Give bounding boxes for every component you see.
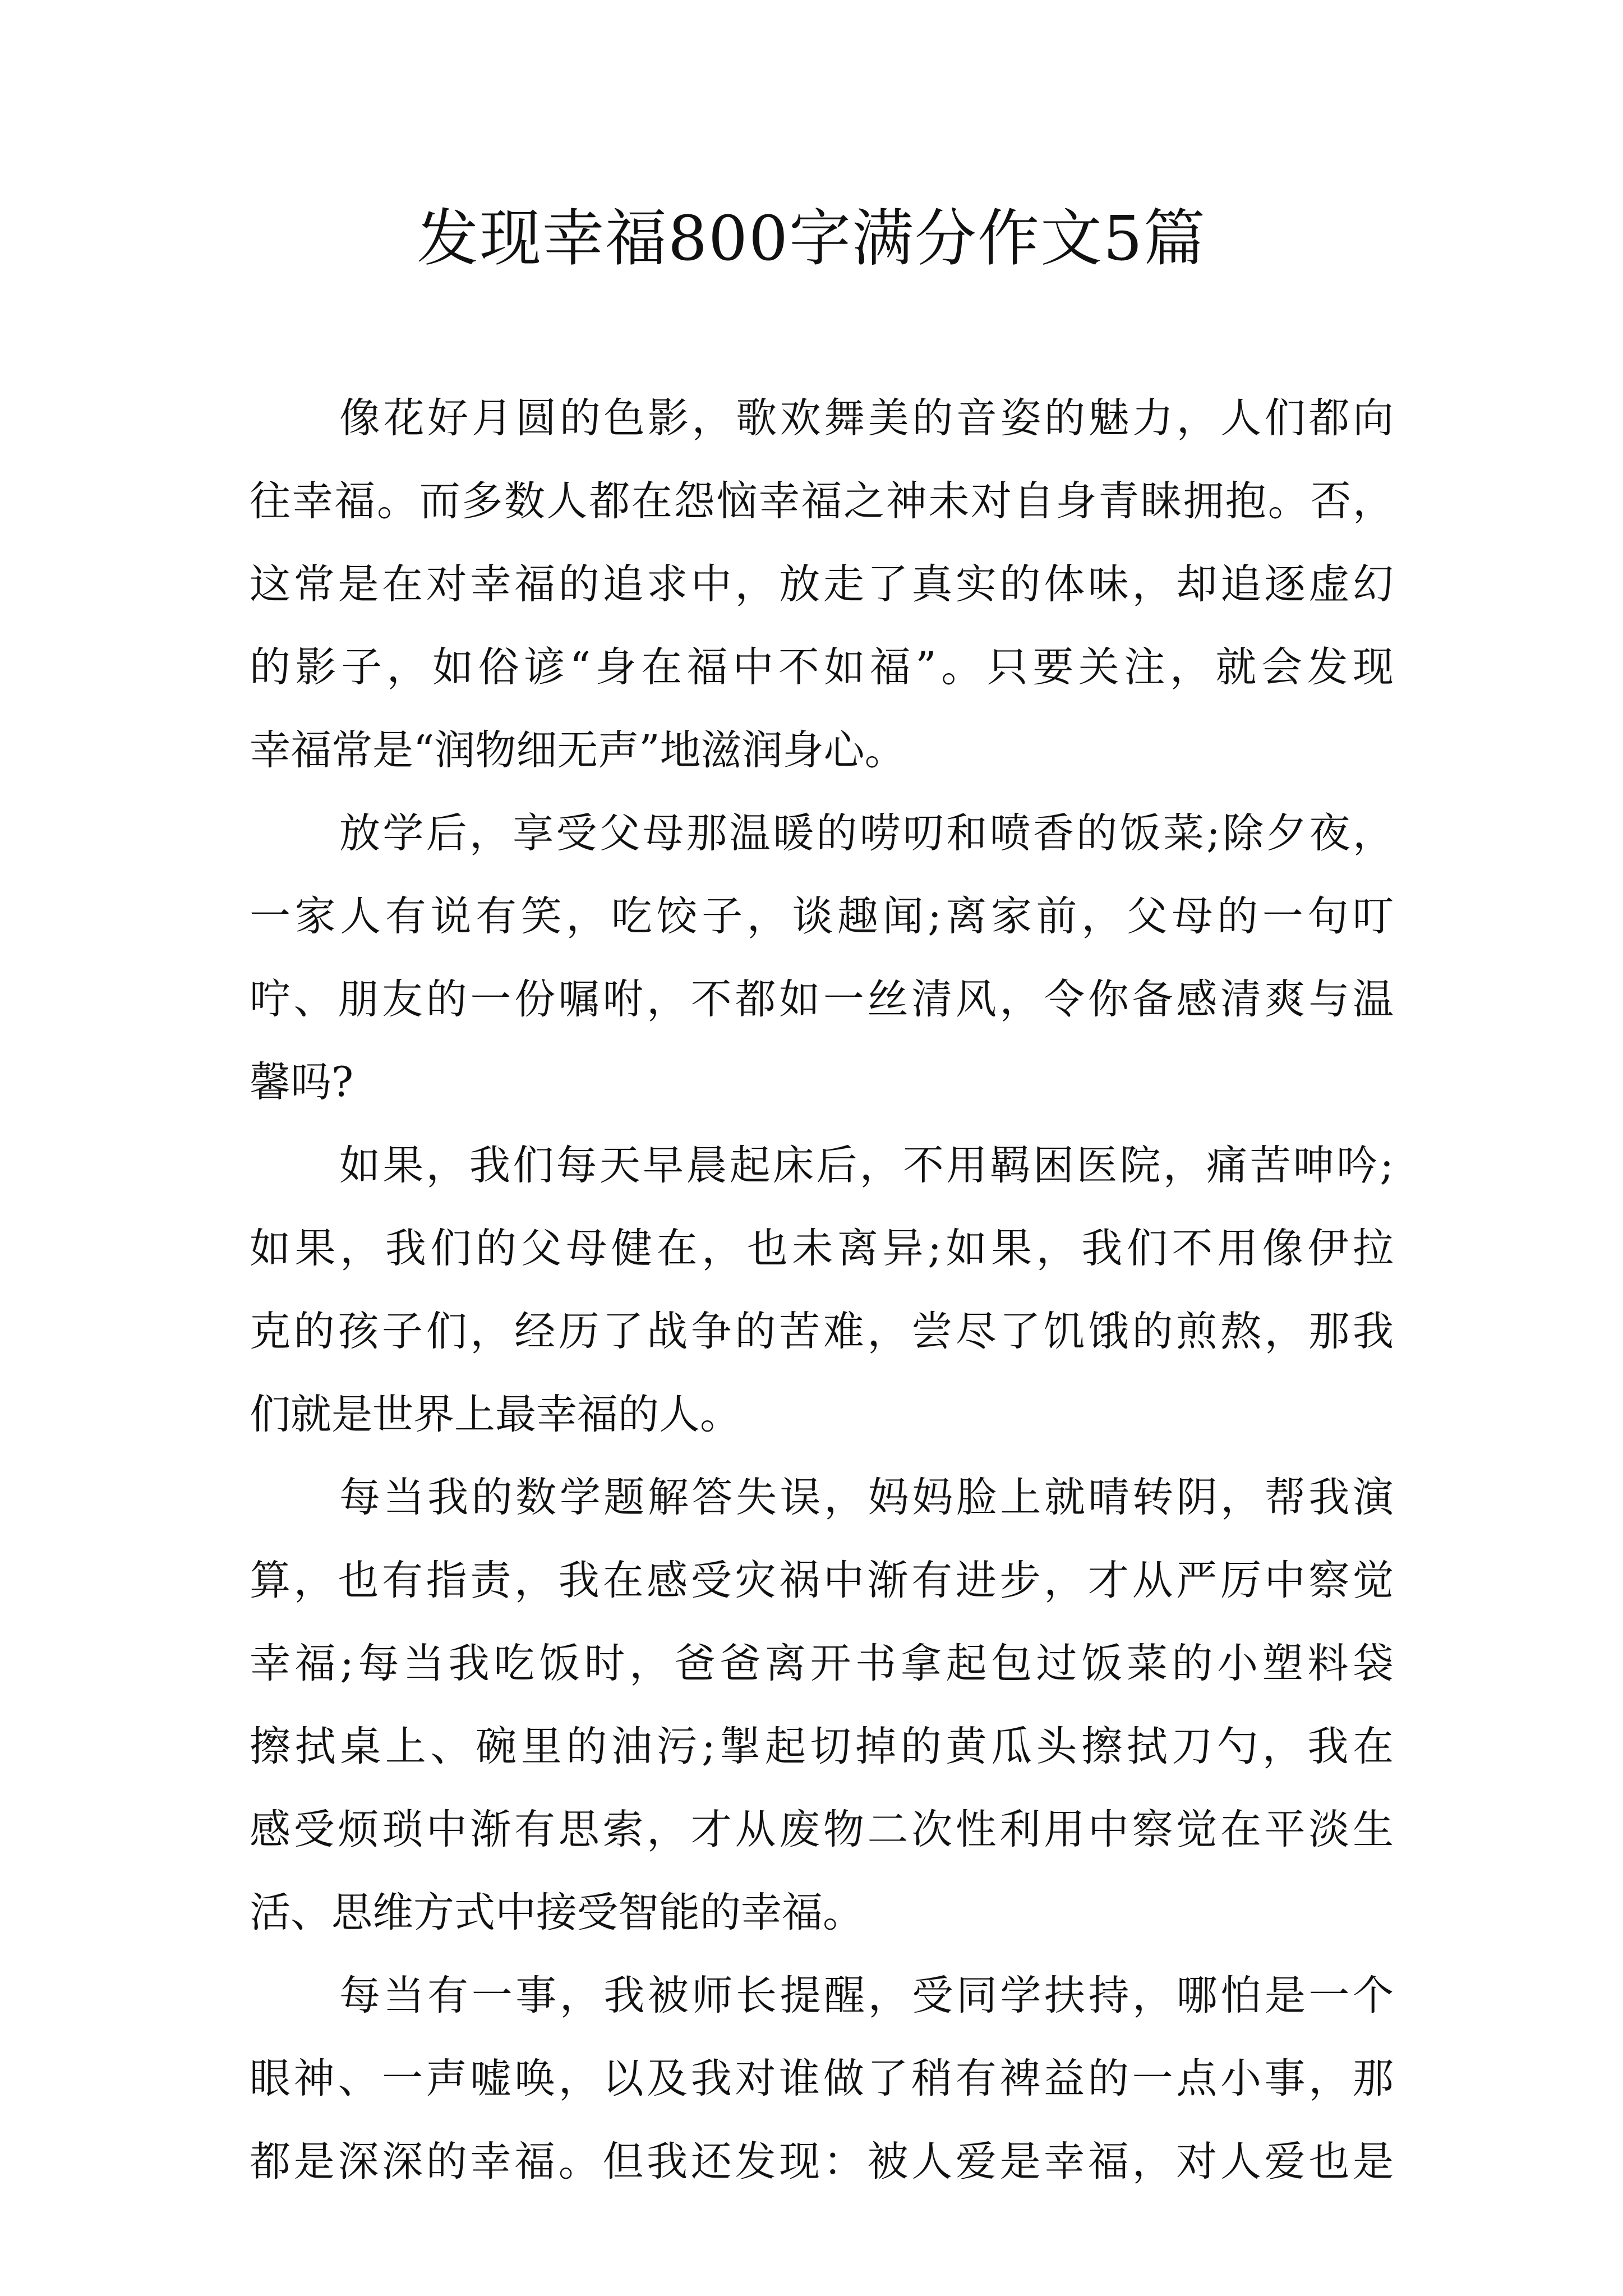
paragraph-line: 每当我的数学题解答失误，妈妈脸上就晴转阴，帮我演 xyxy=(339,1474,1394,1521)
paragraph-line: 这常是在对幸福的追求中，放走了真实的体味，却追逐虚幻 xyxy=(250,560,1394,608)
paragraph-line: 擦拭桌上、碗里的油污;掣起切掉的黄瓜头擦拭刀勺，我在 xyxy=(250,1723,1394,1770)
paragraph-line: 如果，我们每天早晨起床后，不用羁困医院，痛苦呻吟; xyxy=(339,1142,1394,1189)
paragraph-line: 幸福常是“润物细无声”地滋润身心。 xyxy=(250,726,906,774)
paragraph-line: 们就是世界上最幸福的人。 xyxy=(250,1391,741,1438)
paragraph-line: 一家人有说有笑，吃饺子，谈趣闻;离家前，父母的一句叮 xyxy=(250,892,1394,940)
paragraph-line: 感受烦琐中渐有思索，才从废物二次性利用中察觉在平淡生 xyxy=(250,1806,1394,1853)
paragraph-1 xyxy=(250,377,1394,792)
paragraph-line: 克的孩子们，经历了战争的苦难，尝尽了饥饿的煎熬，那我 xyxy=(250,1308,1394,1355)
paragraph-line: 都是深深的幸福。但我还发现：被人爱是幸福，对人爱也是 xyxy=(250,2138,1394,2185)
paragraph-line: 的影子，如俗谚“身在福中不如福”。只要关注，就会发现 xyxy=(250,643,1394,691)
paragraph-line: 像花好月圆的色影，歌欢舞美的音姿的魅力，人们都向 xyxy=(339,394,1394,442)
document-title: 发现幸福800字满分作文5篇 xyxy=(417,203,1206,274)
paragraph-line: 算，也有指责，我在感受灾祸中渐有进步，才从严厉中察觉 xyxy=(250,1557,1394,1604)
paragraph-line: 眼神、一声嘘唤，以及我对谁做了稍有裨益的一点小事，那 xyxy=(250,2055,1394,2102)
paragraph-3 xyxy=(250,1124,1394,1456)
document-body xyxy=(250,377,1394,2203)
paragraph-line: 咛、朋友的一份嘱咐，不都如一丝清风，令你备感清爽与温 xyxy=(250,976,1394,1023)
paragraph-line: 如果，我们的父母健在，也未离异;如果，我们不用像伊拉 xyxy=(250,1225,1394,1272)
paragraph-line: 活、思维方式中接受智能的幸福。 xyxy=(250,1889,864,1936)
paragraph-2 xyxy=(250,792,1394,1124)
paragraph-line: 往幸福。而多数人都在怨恼幸福之神未对自身青睐拥抱。否， xyxy=(250,477,1394,525)
paragraph-4 xyxy=(250,1456,1394,1954)
paragraph-line: 馨吗? xyxy=(250,1059,354,1106)
paragraph-line: 放学后，享受父母那温暖的唠叨和喷香的饭菜;除夕夜， xyxy=(339,809,1394,857)
paragraph-5 xyxy=(250,1954,1394,2203)
paragraph-line: 幸福;每当我吃饭时，爸爸离开书拿起包过饭菜的小塑料袋 xyxy=(250,1640,1394,1687)
paragraph-line: 每当有一事，我被师长提醒，受同学扶持，哪怕是一个 xyxy=(339,1972,1394,2019)
